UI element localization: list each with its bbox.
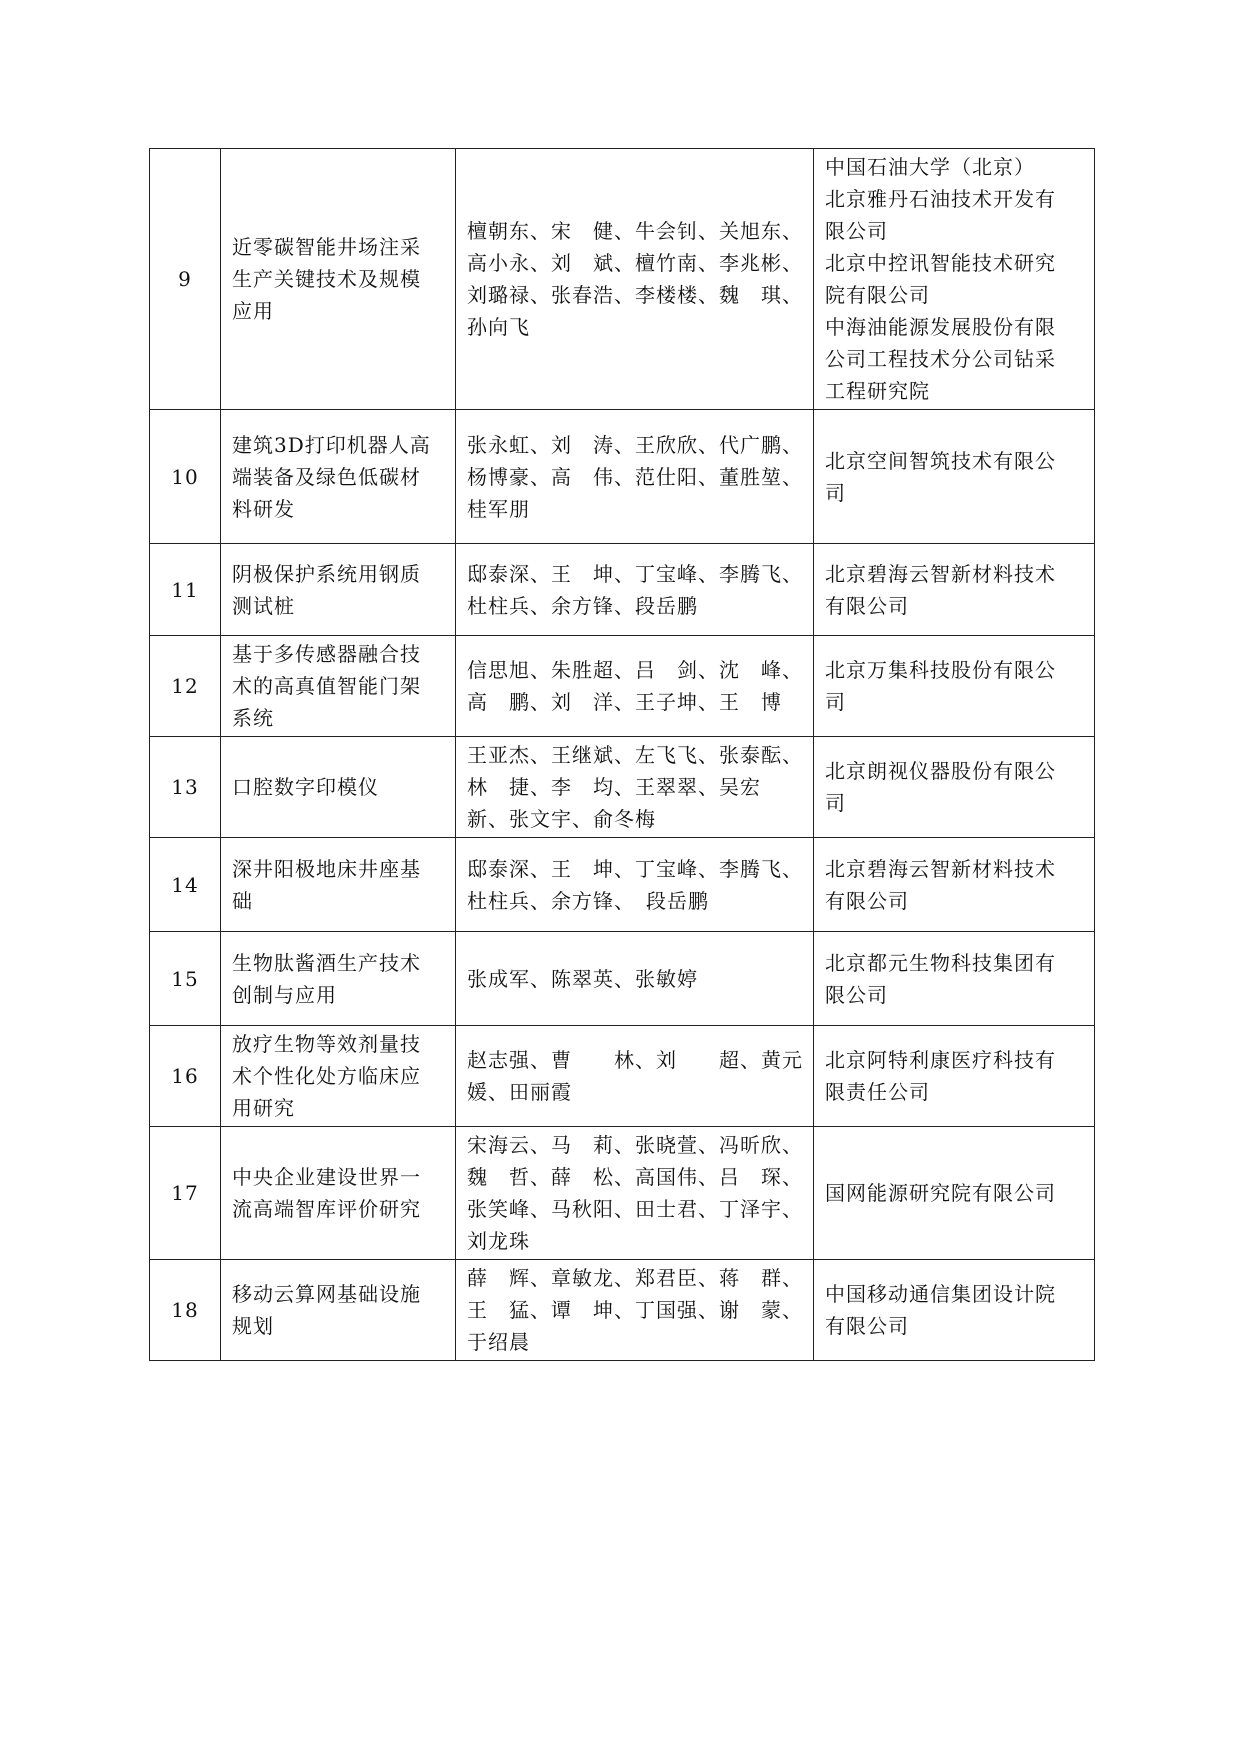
team-members-line: 桂军朋 <box>467 496 530 521</box>
organization-line: 工程研究院 <box>825 379 930 403</box>
project-name-line: 生产关键技术及规模 <box>232 267 421 291</box>
team-members-line: 刘璐禄、张春浩、李楼楼、魏 琪、 <box>467 283 803 307</box>
organization-line: 国网能源研究院有限公司 <box>825 1181 1056 1205</box>
team-members-line: 魏 哲、薛 松、高国伟、吕 琛、 <box>467 1165 803 1189</box>
document-page <box>149 148 1094 1361</box>
team-members-line: 檀朝东、宋 健、牛会钊、关旭东、 <box>467 219 803 243</box>
team-members <box>456 636 814 737</box>
team-members-line: 杨博豪、高 伟、范仕阳、董胜堃、 <box>467 464 803 489</box>
organization-line: 北京都元生物科技集团有 <box>825 950 1056 975</box>
team-members-line: 张成军、陈翠英、张敏婷 <box>467 966 698 991</box>
organization-line: 北京中控讯智能技术研究 <box>825 251 1056 275</box>
team-members-line: 邸泰深、王 坤、丁宝峰、李腾飞、 <box>467 856 803 881</box>
project-name <box>221 737 456 838</box>
project-name <box>221 1026 456 1127</box>
project-name-line: 深井阳极地床井座基 <box>232 856 421 881</box>
organization-line: 北京碧海云智新材料技术 <box>825 856 1056 881</box>
organization <box>814 1127 1095 1260</box>
row-number: 10 <box>150 410 221 544</box>
organization <box>814 737 1095 838</box>
team-members <box>456 1127 814 1260</box>
team-members <box>456 838 814 932</box>
team-members-line: 杜柱兵、余方锋、段岳鹏 <box>467 593 698 618</box>
project-name-line: 放疗生物等效剂量技 <box>232 1032 421 1056</box>
organization-line: 中国石油大学（北京） <box>825 155 1035 179</box>
team-members-line: 王 猛、谭 坤、丁国强、谢 蒙、 <box>467 1298 803 1322</box>
table-row <box>150 838 1095 932</box>
project-name-line: 中央企业建设世界一 <box>232 1165 421 1189</box>
organization-line: 司 <box>825 480 846 505</box>
project-name-line: 术个性化处方临床应 <box>232 1064 421 1088</box>
team-members-line: 刘龙珠 <box>467 1229 530 1253</box>
organization <box>814 1026 1095 1127</box>
organization <box>814 149 1095 410</box>
organization-line: 有限公司 <box>825 593 909 618</box>
team-members <box>456 1026 814 1127</box>
table-row <box>150 932 1095 1026</box>
team-members <box>456 149 814 410</box>
organization-line: 北京万集科技股份有限公 <box>825 658 1056 682</box>
table-row <box>150 149 1095 410</box>
team-members-line: 张永虹、刘 涛、王欣欣、代广鹏、 <box>467 432 803 457</box>
project-name-line: 系统 <box>232 706 274 730</box>
project-name-line: 近零碳智能井场注采 <box>232 235 421 259</box>
team-members-line: 新、张文宇、俞冬梅 <box>467 807 656 831</box>
project-name-line: 料研发 <box>232 496 295 521</box>
row-number: 9 <box>150 149 221 410</box>
row-number: 13 <box>150 737 221 838</box>
organization-line: 北京雅丹石油技术开发有 <box>825 187 1056 211</box>
organization <box>814 1260 1095 1361</box>
team-members-line: 王亚杰、王继斌、左飞飞、张泰酝、 <box>467 743 803 767</box>
organization-line: 北京朗视仪器股份有限公 <box>825 759 1056 783</box>
project-name-line: 创制与应用 <box>232 982 337 1007</box>
organization-line: 公司工程技术分公司钻采 <box>825 347 1056 371</box>
project-name <box>221 1127 456 1260</box>
organization-line: 北京碧海云智新材料技术 <box>825 561 1056 586</box>
project-name-line: 生物肽酱酒生产技术 <box>232 950 421 975</box>
organization-line: 北京阿特利康医疗科技有 <box>825 1048 1056 1072</box>
team-members-line: 于绍晨 <box>467 1330 530 1354</box>
project-name-line: 术的高真值智能门架 <box>232 674 421 698</box>
project-name <box>221 932 456 1026</box>
organization-line: 有限公司 <box>825 1314 909 1338</box>
organization-line: 限责任公司 <box>825 1080 930 1104</box>
organization-line: 院有限公司 <box>825 283 930 307</box>
organization <box>814 932 1095 1026</box>
project-name-line: 础 <box>232 888 253 913</box>
project-name-line: 阴极保护系统用钢质 <box>232 561 421 586</box>
project-name-line: 基于多传感器融合技 <box>232 642 421 666</box>
table-body <box>150 149 1095 1361</box>
team-members-line: 林 捷、李 均、王翠翠、吴宏 <box>467 775 761 799</box>
organization-line: 司 <box>825 791 846 815</box>
project-name <box>221 838 456 932</box>
project-name <box>221 1260 456 1361</box>
table-row <box>150 410 1095 544</box>
project-name <box>221 149 456 410</box>
organization-line: 有限公司 <box>825 888 909 913</box>
team-members-line: 邸泰深、王 坤、丁宝峰、李腾飞、 <box>467 561 803 586</box>
table-row <box>150 1260 1095 1361</box>
project-name-line: 移动云算网基础设施 <box>232 1282 421 1306</box>
award-table <box>149 148 1095 1361</box>
team-members-line: 宋海云、马 莉、张晓萱、冯昕欣、 <box>467 1133 803 1157</box>
team-members <box>456 410 814 544</box>
organization <box>814 636 1095 737</box>
team-members-line: 薛 辉、章敏龙、郑君臣、蒋 群、 <box>467 1266 803 1290</box>
team-members-line: 高 鹏、刘 洋、王子坤、王 博 <box>467 690 782 714</box>
table-row <box>150 737 1095 838</box>
table-row <box>150 636 1095 737</box>
row-number: 11 <box>150 544 221 636</box>
table-row <box>150 544 1095 636</box>
project-name <box>221 636 456 737</box>
project-name <box>221 410 456 544</box>
organization-line: 中海油能源发展股份有限 <box>825 315 1056 339</box>
organization <box>814 544 1095 636</box>
team-members-line: 张笑峰、马秋阳、田士君、丁泽宇、 <box>467 1197 803 1221</box>
team-members <box>456 544 814 636</box>
row-number: 15 <box>150 932 221 1026</box>
project-name-line: 规划 <box>232 1314 274 1338</box>
row-number: 18 <box>150 1260 221 1361</box>
team-members-line: 孙向飞 <box>467 315 530 339</box>
team-members-line: 赵志强、曹 林、刘 超、黄元 <box>467 1048 803 1072</box>
organization-line: 北京空间智筑技术有限公 <box>825 448 1056 473</box>
project-name-line: 用研究 <box>232 1096 295 1120</box>
project-name-line: 测试桩 <box>232 593 295 618</box>
team-members <box>456 932 814 1026</box>
organization-line: 限公司 <box>825 219 888 243</box>
organization-line: 司 <box>825 690 846 714</box>
team-members-line: 高小永、刘 斌、檀竹南、李兆彬、 <box>467 251 803 275</box>
row-number: 17 <box>150 1127 221 1260</box>
team-members-line: 媛、田丽霞 <box>467 1080 572 1104</box>
organization <box>814 410 1095 544</box>
row-number: 12 <box>150 636 221 737</box>
project-name-line: 流高端智库评价研究 <box>232 1197 421 1221</box>
team-members <box>456 1260 814 1361</box>
team-members <box>456 737 814 838</box>
organization <box>814 838 1095 932</box>
table-row <box>150 1026 1095 1127</box>
team-members-line: 杜柱兵、余方锋、 段岳鹏 <box>467 888 709 913</box>
project-name-line: 应用 <box>232 299 274 323</box>
table-row <box>150 1127 1095 1260</box>
project-name-line: 口腔数字印模仪 <box>232 775 379 799</box>
row-number: 16 <box>150 1026 221 1127</box>
project-name-line: 建筑3D打印机器人高 <box>232 432 431 457</box>
row-number: 14 <box>150 838 221 932</box>
organization-line: 中国移动通信集团设计院 <box>825 1282 1056 1306</box>
project-name <box>221 544 456 636</box>
team-members-line: 信思旭、朱胜超、吕 剑、沈 峰、 <box>467 658 803 682</box>
project-name-line: 端装备及绿色低碳材 <box>232 464 421 489</box>
organization-line: 限公司 <box>825 982 888 1007</box>
